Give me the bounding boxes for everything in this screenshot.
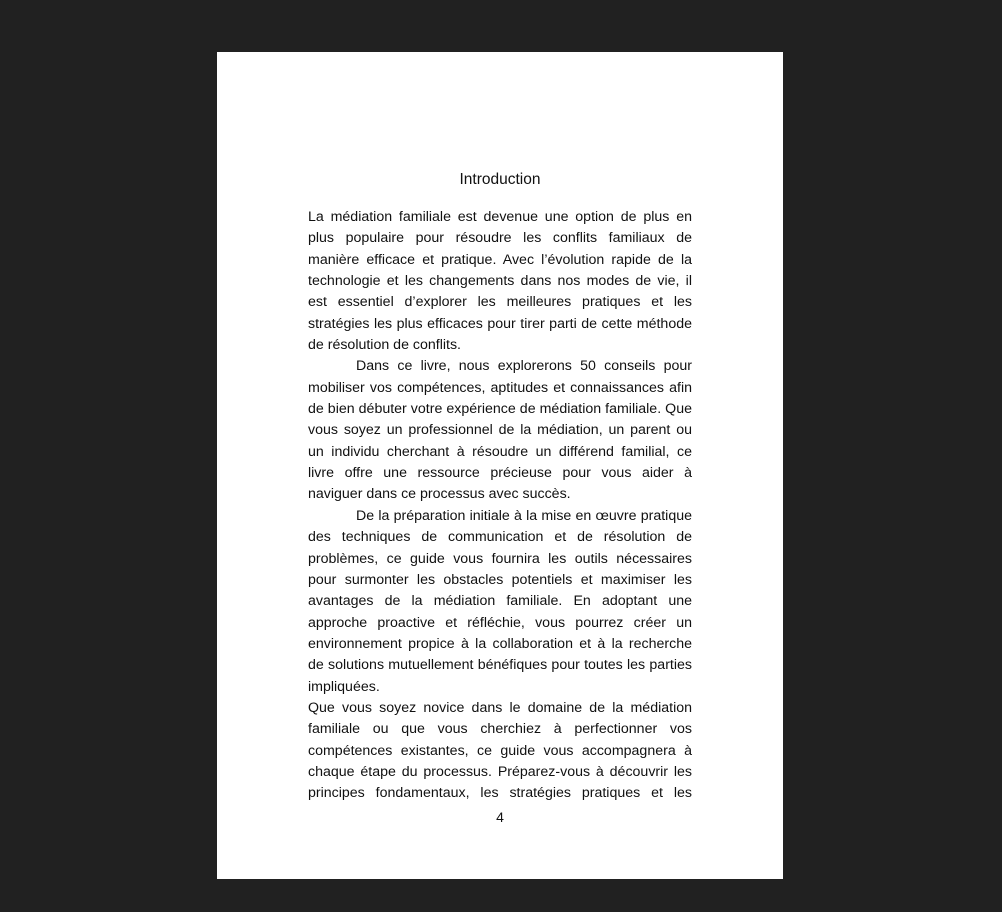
document-page [217,52,783,879]
page-title: Introduction [459,171,541,188]
page-body [308,207,692,805]
paragraph-1: La médiation familiale est devenue une option de plus en plus populaire pour résoudre les conflits familiaux de manière efficace et pratique. Avec l’évolution rapide de la technologie et les changements dans nos modes de vie, il est essentiel d’explorer les meilleures pratiques et les stratégies les plus efficaces pour tirer parti de cette méthode de résolution de conflits. [308,209,692,354]
paragraph-3: De la préparation initiale à la mise en œuvre pratique des techniques de communication et de résolution de problèmes, ce guide vous fournira les outils nécessaires pour surmonter les obstacles potentiels et maximiser les avantages de la médiation familiale. En adoptant une approche proactive et réfléchie, vous pourrez créer un environnement propice à la collaboration et à la recherche de solutions mutuellement bénéfiques pour toutes les parties impliquées. [308,507,692,695]
page-number: 4 [496,809,504,825]
paragraph-4: Que vous soyez novice dans le domaine de la médiation familiale ou que vous cherchiez à perfectionner vos compétences existantes, ce guide vous accompagnera à chaque étape du processus. Préparez-vous à découvrir les principes fondamentaux, les stratégies pratiques et les [308,699,692,802]
paragraph-2: Dans ce livre, nous explorerons 50 conseils pour mobiliser vos compétences, aptitudes et connaissances afin de bien débuter votre expérience de médiation familiale. Que vous soyez un professionnel de la médiation, un parent ou un individu cherchant à résoudre un différend familial, ce livre offre une ressource précieuse pour vous aider à naviguer dans ce processus avec succès. [308,358,692,503]
